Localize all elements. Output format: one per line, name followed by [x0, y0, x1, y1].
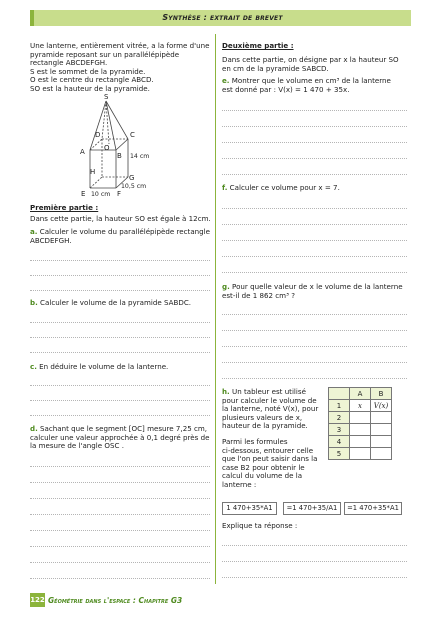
cell	[371, 448, 392, 460]
answer-line	[30, 530, 210, 531]
answer-line	[222, 174, 407, 175]
cell	[371, 424, 392, 436]
question-h-formulas: Parmi les formules ci-dessous, entourer celle que l'on peut saisir dans la case B2 pour obtenir le calcul du volume de la lanterne :	[222, 437, 318, 489]
row-header: 4	[329, 436, 350, 448]
question-a: a. Calculer le volume du parallélépipède rectangle ABCDEFGH.	[30, 227, 211, 245]
answer-line	[222, 224, 407, 225]
row-header: 1	[329, 400, 350, 412]
answer-line	[30, 514, 210, 515]
cell	[350, 448, 371, 460]
column-divider	[215, 34, 216, 584]
col-header: B	[371, 388, 392, 400]
lantern-figure	[62, 92, 172, 200]
answer-line	[30, 498, 210, 499]
label-a: A	[80, 148, 85, 156]
answer-line	[222, 378, 407, 379]
formula-option-1[interactable]: 1 470+35*A1	[222, 502, 277, 515]
answer-line	[222, 126, 407, 127]
label-b: B	[117, 152, 122, 160]
cell	[371, 412, 392, 424]
answer-line	[30, 400, 210, 401]
col-header: A	[350, 388, 371, 400]
answer-line	[30, 546, 210, 547]
part2-title: Deuxième partie :	[222, 41, 294, 50]
answer-line	[30, 578, 210, 579]
label-d: D	[95, 131, 101, 139]
corner-cell	[329, 388, 350, 400]
answer-line	[222, 208, 407, 209]
answer-line	[222, 158, 407, 159]
answer-line	[222, 561, 407, 562]
label-c: C	[130, 131, 135, 139]
label-g: G	[129, 174, 135, 182]
answer-line	[30, 466, 210, 467]
answer-line	[222, 314, 407, 315]
answer-line	[222, 545, 407, 546]
label-f: F	[117, 190, 122, 198]
row-header: 2	[329, 412, 350, 424]
question-f: f. Calculer ce volume pour x = 7.	[222, 183, 340, 192]
answer-line	[222, 346, 407, 347]
question-g: g. Pour quelle valeur de x le volume de la lanterne est-il de 1 862 cm³ ?	[222, 282, 403, 300]
question-e: e. Montrer que le volume en cm³ de la lanterne est donné par : V(x) = 1 470 + 35x.	[222, 76, 391, 94]
answer-line	[222, 362, 407, 363]
cell	[350, 424, 371, 436]
question-h: h. Un tableur est utilisé pour calculer le volume de la lanterne, noté V(x), pour plusieurs valeurs de x, hauteur de la pyramide.	[222, 387, 319, 431]
answer-line	[222, 110, 407, 111]
spreadsheet-table	[328, 387, 392, 460]
label-105cm: 10,5 cm	[121, 183, 147, 190]
answer-line	[222, 240, 407, 241]
label-s: S	[104, 93, 109, 101]
part2-intro: Dans cette partie, on désigne par x la hauteur SO en cm de la pyramide SABCD.	[222, 55, 399, 73]
part1-intro: Dans cette partie, la hauteur SO est égale à 12cm.	[30, 214, 211, 223]
label-o: O	[104, 144, 110, 152]
question-b: b. Calculer le volume de la pyramide SABDC.	[30, 298, 192, 307]
cell	[350, 436, 371, 448]
answer-line	[222, 577, 407, 578]
part1-title: Première partie :	[30, 203, 99, 212]
question-c: c. En déduire le volume de la lanterne.	[30, 362, 169, 371]
formula-option-3[interactable]: =1 470+35*A1	[344, 502, 402, 515]
footer-title: Géométrie dans l'espace : Chapitre G3	[48, 596, 183, 605]
answer-line	[30, 275, 210, 276]
page-number: 122	[30, 593, 45, 607]
answer-line	[30, 260, 210, 261]
label-e: E	[81, 190, 86, 198]
intro-text: Une lanterne, entièrement vitrée, a la forme d'une pyramide reposant sur un parallélépipède rectangle ABCDEFGH. S est le sommet de la pyramide. O est le centre du rectangle ABCD. SO est la hauteur de la pyramide.	[30, 41, 210, 93]
answer-line	[30, 482, 210, 483]
cell	[371, 436, 392, 448]
label-10cm: 10 cm	[91, 191, 111, 198]
answer-line	[222, 330, 407, 331]
question-d: d. Sachant que le segment [OC] mesure 7,25 cm, calculer une valeur approchée à 0,1 degré près de la mesure de l'angle OSC .	[30, 424, 210, 451]
answer-line	[30, 352, 210, 353]
label-h: H	[90, 168, 96, 176]
label-14cm: 14 cm	[130, 153, 150, 160]
cell-b1: V(x)	[371, 400, 392, 412]
answer-line	[222, 142, 407, 143]
row-header: 3	[329, 424, 350, 436]
answer-line	[30, 337, 210, 338]
answer-line	[30, 415, 210, 416]
explain-label: Explique ta réponse :	[222, 521, 298, 530]
answer-line	[222, 256, 407, 257]
cell-a1: x	[350, 400, 371, 412]
answer-line	[222, 272, 407, 273]
answer-line	[30, 562, 210, 563]
section-header: Synthèse : extrait de brevet	[30, 10, 411, 26]
answer-line	[30, 290, 210, 291]
formula-option-2[interactable]: =1 470+35/A1	[283, 502, 341, 515]
answer-line	[30, 385, 210, 386]
cell	[350, 412, 371, 424]
row-header: 5	[329, 448, 350, 460]
answer-line	[30, 322, 210, 323]
